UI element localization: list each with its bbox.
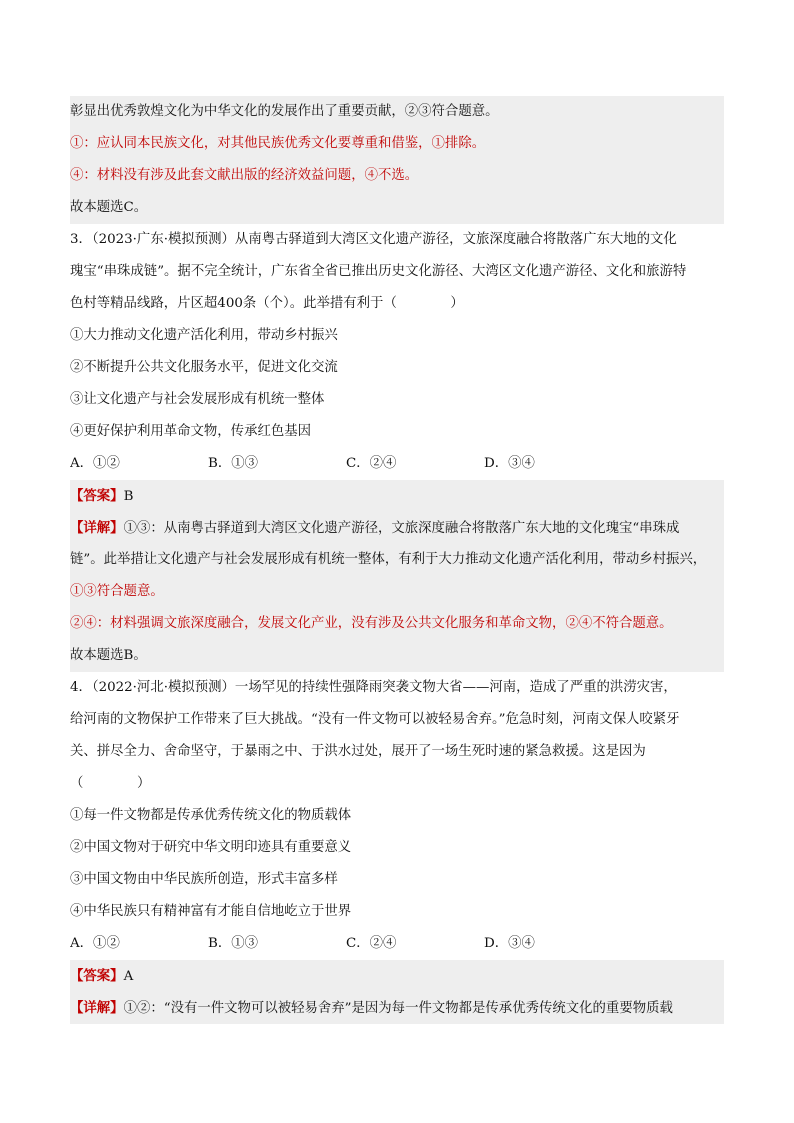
answer-label: 【答案】 <box>70 968 124 984</box>
q4-detail-line <box>70 992 724 1024</box>
q3-detail-line <box>70 512 724 544</box>
explanation-line: 彰显出优秀敦煌文化为中华文化的发展作出了重要贡献，②③符合题意。 <box>70 96 724 128</box>
q4-statement-3: ③中国文物由中华民族所创造，形式丰富多样 <box>70 872 338 887</box>
q4-answer <box>70 960 724 992</box>
q3-statement-1: ①大力推动文化遗产活化利用，带动乡村振兴 <box>70 328 338 343</box>
detail-label: 【详解】 <box>70 1000 124 1016</box>
q4-stem-line: 4．（2022·河北·模拟预测）一场罕见的持续性强降雨突袭文物大省——河南，造成了严重的洪涝灾害， <box>70 680 677 695</box>
explanation-line-red: ④：材料没有涉及此套文献出版的经济效益问题，④不选。 <box>70 160 724 192</box>
q3-option-d: D．③④ <box>484 456 535 471</box>
q3-stem-line: 色村等精品线路，片区超400条（个）。此举措有利于（ ） <box>70 296 464 311</box>
q4-statement-2: ②中国文物对于研究中华文明印迹具有重要意义 <box>70 840 352 855</box>
q3-option-b: B．①③ <box>208 456 259 471</box>
q4-option-c: C．②④ <box>346 936 397 951</box>
q3-detail-line: ①③符合题意。 <box>70 576 724 608</box>
q3-stem-line: 3．（2023·广东·模拟预测）从南粤古驿道到大湾区文化遗产游径，文旅深度融合将散落广东大地的文化 <box>70 232 677 247</box>
explanation-line-red: ①：应认同本民族文化，对其他民族优秀文化要尊重和借鉴，①排除。 <box>70 128 724 160</box>
q4-option-b: B．①③ <box>208 936 259 951</box>
answer-value: B <box>123 489 134 504</box>
detail-text: ①②：“没有一件文物可以被轻易舍弃”是因为每一件文物都是传承优秀传统文化的重要物质载 <box>123 1001 673 1016</box>
q3-statement-3: ③让文化遗产与社会发展形成有机统一整体 <box>70 392 325 407</box>
conclusion-line: 故本题选C。 <box>70 192 724 224</box>
q3-statement-2: ②不断提升公共文化服务水平，促进文化交流 <box>70 360 338 375</box>
q3-conclusion: 故本题选B。 <box>70 640 724 672</box>
q3-statement-4: ④更好保护利用革命文物，传承红色基因 <box>70 424 312 439</box>
answer-value: A <box>123 969 134 984</box>
q4-stem-line: （ ） <box>70 776 151 791</box>
q3-option-c: C．②④ <box>346 456 397 471</box>
detail-text: ①③：从南粤古驿道到大湾区文化遗产游径，文旅深度融合将散落广东大地的文化瑰宝“串珠成 <box>123 521 680 536</box>
q3-option-a: A．①② <box>70 456 120 471</box>
q4-options <box>70 928 724 960</box>
q3-answer <box>70 480 724 512</box>
q3-stem-line: 瑰宝“串珠成链”。据不完全统计，广东省全省已推出历史文化游径、大湾区文化遗产游径、文化和旅游特 <box>70 264 687 279</box>
q4-stem-line: 给河南的文物保护工作带来了巨大挑战。“没有一件文物可以被轻易舍弃。”危急时刻，河南文保人咬紧牙 <box>70 712 680 727</box>
q3-detail-line: 链”。此举措让文化遗产与社会发展形成有机统一整体，有利于大力推动文化遗产活化利用，带动乡村振兴， <box>70 544 724 576</box>
q3-options <box>70 448 724 480</box>
q4-statement-4: ④中华民族只有精神富有才能自信地屹立于世界 <box>70 904 352 919</box>
answer-label: 【答案】 <box>70 488 124 504</box>
detail-label: 【详解】 <box>70 520 124 536</box>
q3-detail-line-red: ②④：材料强调文旅深度融合，发展文化产业，没有涉及公共文化服务和革命文物，②④不符合题意。 <box>70 608 724 640</box>
q4-option-d: D．③④ <box>484 936 535 951</box>
q4-option-a: A．①② <box>70 936 120 951</box>
q4-statement-1: ①每一件文物都是传承优秀传统文化的物质载体 <box>70 808 352 823</box>
q4-stem-line: 关、拼尽全力、舍命坚守，于暴雨之中、于洪水过处，展开了一场生死时速的紧急救援。这是因为 <box>70 744 646 759</box>
